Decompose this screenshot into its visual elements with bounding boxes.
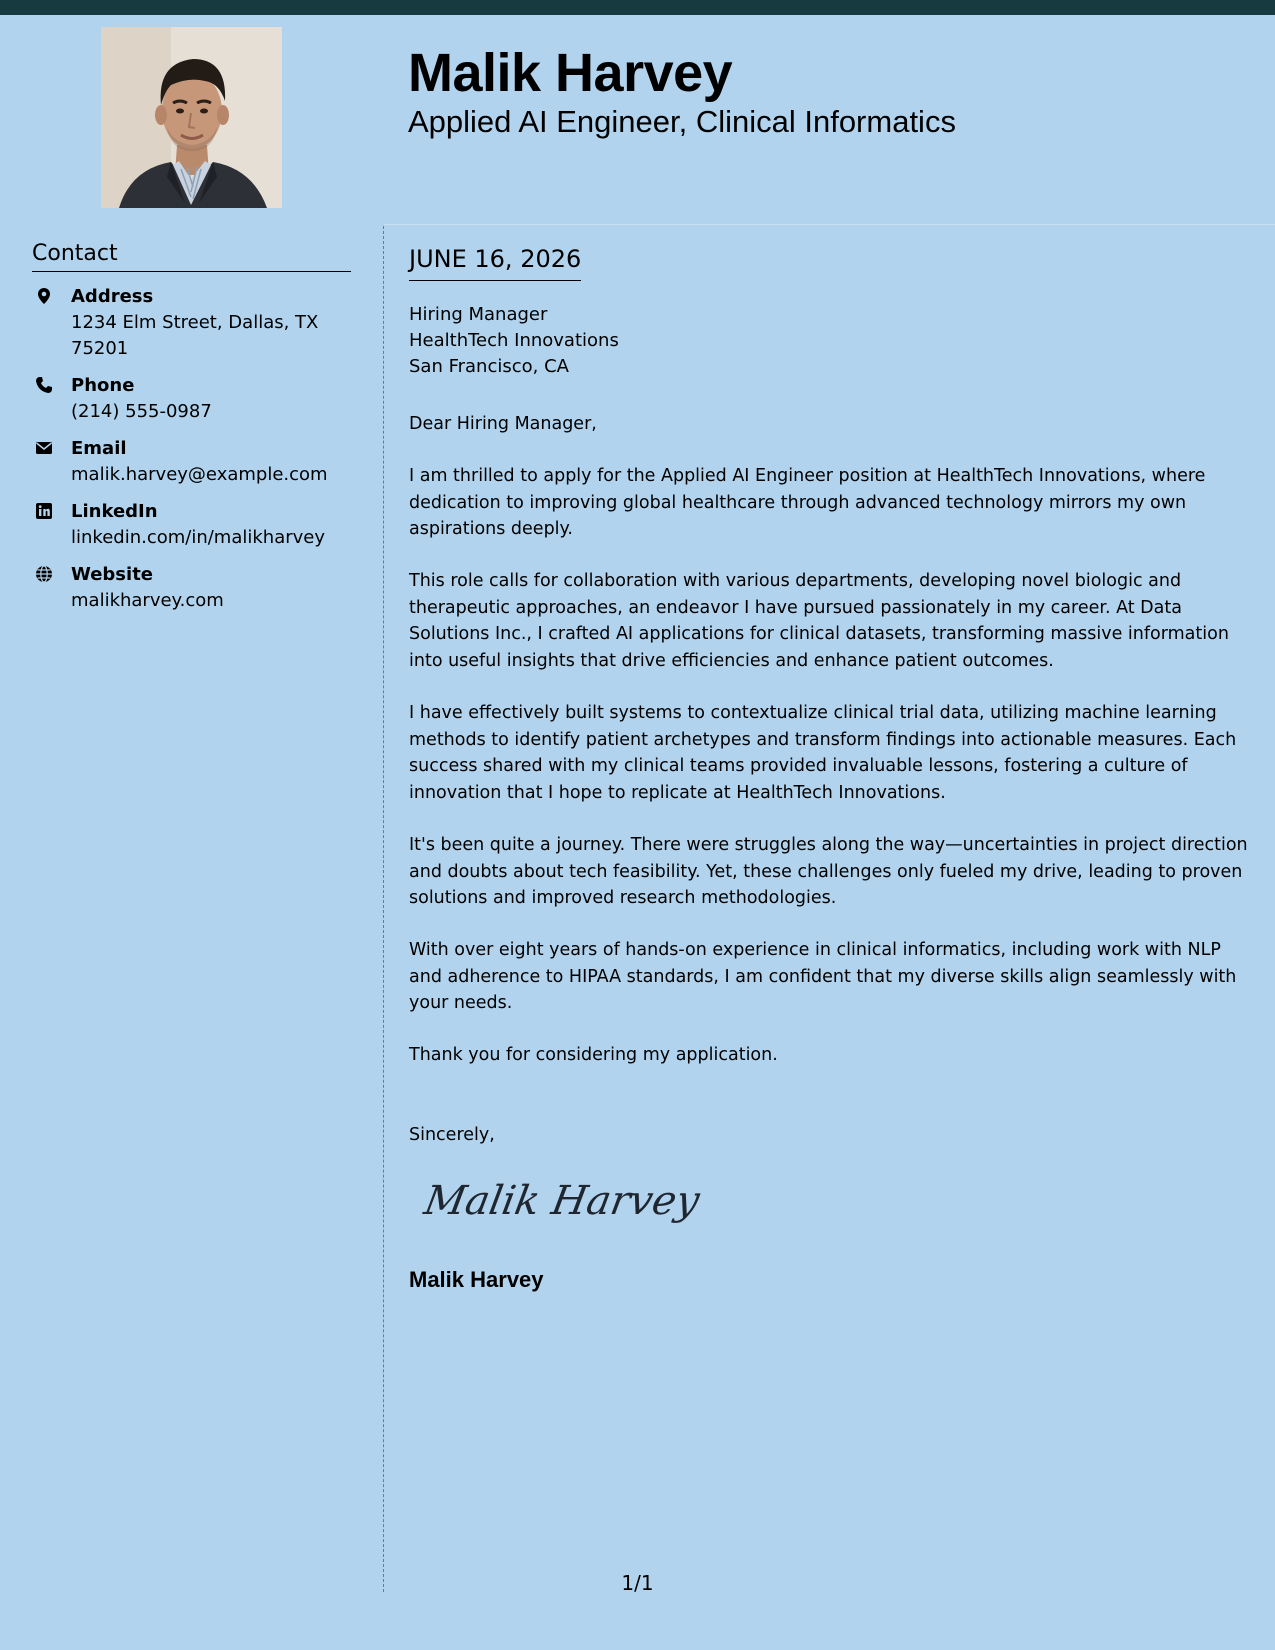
linkedin-icon — [35, 502, 53, 520]
signer-name: Malik Harvey — [409, 1267, 544, 1292]
website-value[interactable]: malikharvey.com — [71, 590, 224, 611]
handwritten-signature — [420, 1172, 704, 1232]
header-divider — [384, 224, 1275, 225]
job-title: Applied AI Engineer, Clinical Informatics — [408, 104, 956, 139]
recipient-line: Hiring Manager — [409, 304, 548, 325]
top-bar — [0, 0, 1275, 15]
letter-date: JUNE 16, 2026 — [409, 243, 581, 281]
applicant-name: Malik Harvey — [408, 43, 733, 103]
closing: Sincerely, — [409, 1125, 495, 1145]
body-paragraph: With over eight years of hands-on experience in clinical informatics, including work with NLP and adherence to HIPAA standards, I am confident that my diverse skills align seamlessly with your needs. — [409, 940, 1237, 1013]
recipient-block — [409, 302, 619, 380]
recipient-line: San Francisco, CA — [409, 356, 569, 377]
map-pin-icon — [35, 287, 53, 305]
body-paragraph: This role calls for collaboration with various departments, developing novel biologic and therapeutic approaches, an endeavor I have pursued passionately in my career. At Data Solutions Inc., I crafted AI applications for clinical datasets, transforming massive information into useful insights that drive efficiencies and enhance patient outcomes. — [409, 571, 1229, 671]
body-paragraph: It's been quite a journey. There were struggles along the way—uncertainties in project direction and doubts about tech feasibility. Yet, these challenges only fueled my drive, leading to proven solutions and improved research methodologies. — [409, 835, 1248, 908]
phone-label: Phone — [71, 375, 135, 396]
phone-icon — [35, 376, 53, 394]
envelope-icon — [35, 439, 53, 457]
profile-photo — [101, 27, 282, 208]
signature-text: Malik Harvey — [420, 1177, 704, 1224]
email-label: Email — [71, 438, 127, 459]
linkedin-value[interactable]: linkedin.com/in/malikharvey — [71, 527, 326, 548]
phone-value: (214) 555-0987 — [71, 401, 212, 422]
thanks-line: Thank you for considering my application. — [409, 1045, 778, 1065]
body-paragraph: I have effectively built systems to contextualize clinical trial data, utilizing machine learning methods to identify patient archetypes and transform findings into actionable measures. Each success shared with my clinical teams provided invaluable lessons, fostering a culture of innovation that I hope to replicate at HealthTech Innovations. — [409, 703, 1237, 803]
salutation: Dear Hiring Manager, — [409, 414, 597, 434]
linkedin-label: LinkedIn — [71, 501, 158, 522]
address-label: Address — [71, 286, 154, 307]
globe-icon — [35, 565, 53, 583]
contact-heading: Contact — [32, 240, 351, 272]
column-divider — [383, 226, 384, 1592]
email-value[interactable]: malik.harvey@example.com — [71, 464, 328, 485]
address-value: 1234 Elm Street, Dallas, TX 75201 — [71, 312, 319, 359]
website-label: Website — [71, 564, 154, 585]
recipient-line: HealthTech Innovations — [409, 330, 619, 351]
body-paragraph: I am thrilled to apply for the Applied AI Engineer position at HealthTech Innovations, where dedication to improving global healthcare through advanced technology mirrors my own aspirations deeply. — [409, 466, 1206, 539]
page-number: 1/1 — [621, 1571, 654, 1595]
